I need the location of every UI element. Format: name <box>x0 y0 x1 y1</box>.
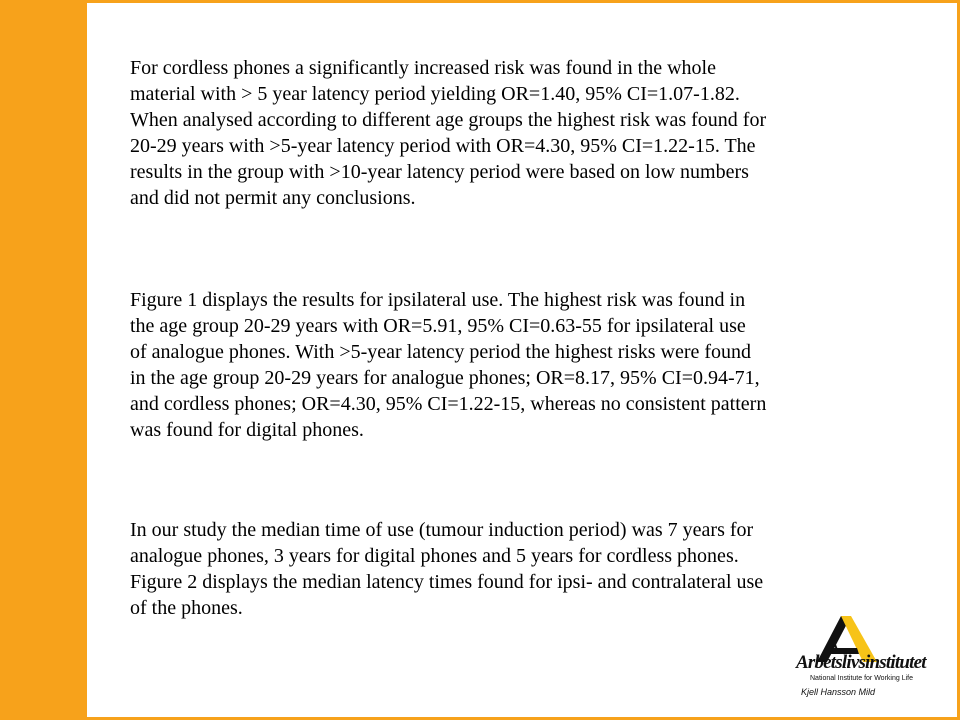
author-name: Kjell Hansson Mild <box>801 687 876 697</box>
paragraph-median-time: In our study the median time of use (tumour induction period) was 7 years for analogue phones, 3 years for digital phones and 5 years for cordless phones. Figure 2 displays the median latency times found for ipsi- and contralateral use of the phones. <box>130 519 764 619</box>
logo-subtitle: National Institute for Working Life <box>810 675 913 682</box>
left-accent-bar <box>0 0 87 720</box>
svg-text:A: A <box>830 640 840 655</box>
institute-logo <box>796 612 946 716</box>
logo-name: Arbetslivsinstitutet <box>796 652 926 673</box>
top-border <box>87 0 960 3</box>
paragraph-cordless-phones: For cordless phones a significantly increased risk was found in the whole material with > 5 year latency period yielding OR=1.40, 95% CI=1.07-1.82. When analysed according to different age groups the highest risk was found for 20-29 years with >5-year latency period with OR=4.30, 95% CI=1.22-15. The results in the group with >10-year latency period were based on low numbers and did not permit any conclusions. <box>130 57 767 209</box>
paragraph-figure-1: Figure 1 displays the results for ipsilateral use. The highest risk was found in the age group 20-29 years with OR=5.91, 95% CI=0.63-55 for ipsilateral use of analogue phones. With >5-year latency period the highest risks were found in the age group 20-29 years for analogue phones; OR=8.17, 95% CI=0.94-71, and cordless phones; OR=4.30, 95% CI=1.22-15, whereas no consistent pattern was found for digital phones. <box>130 289 767 441</box>
